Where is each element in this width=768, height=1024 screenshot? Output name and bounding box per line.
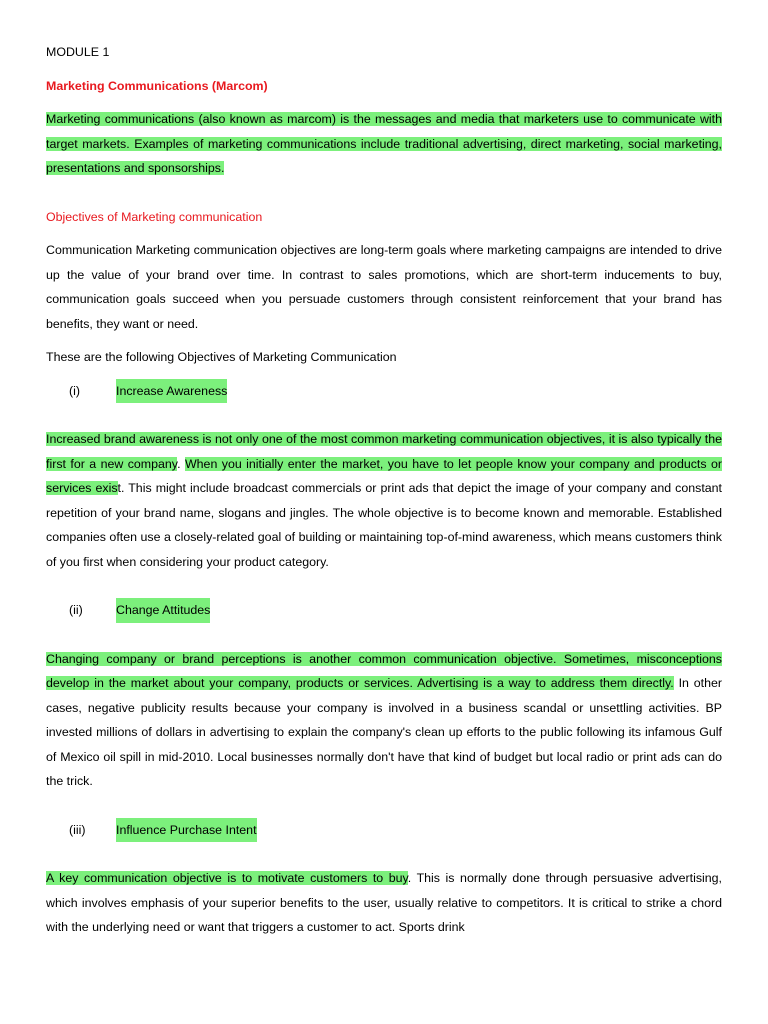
- objective-item-title: Influence Purchase Intent: [116, 818, 257, 843]
- paragraph-highlight: Increased brand awareness is not only one of the most common marketing communication objectives, it is also typically the first for a new company: [46, 432, 722, 471]
- paragraph-highlight: A key communication objective is to motivate customers to buy: [46, 871, 408, 885]
- objective-item-number: (iii): [69, 822, 86, 837]
- paragraph-text: In other cases, negative publicity results because your company is involved in a business scandal or unsettling activities. BP invested millions of dollars in advertising to explain the company's clean up efforts to the public following its infamous Gulf of Mexico oil spill in mid-2010. Local businesses normally don't have that kind of budget but local radio or print ads can do the trick.: [46, 676, 722, 788]
- module-label: MODULE 1: [46, 45, 110, 59]
- objective-item-head: [46, 818, 722, 843]
- paragraph-highlight: When you initially enter the market, you have to let people know your company and products or services exis: [46, 456, 723, 495]
- objective-item-number: (ii): [69, 603, 83, 617]
- objective-item-title: Change Attitudes: [116, 598, 210, 623]
- objective-item-head: [46, 379, 722, 404]
- paragraph-text: .: [177, 456, 185, 471]
- objective-item-paragraph: [46, 427, 722, 574]
- marcom-intro: [46, 107, 722, 181]
- objectives-list-intro: These are the following Objectives of Marketing Communication: [46, 350, 397, 364]
- objective-item-head: [46, 598, 722, 623]
- objective-item-title: Increase Awareness: [116, 379, 227, 404]
- marcom-intro-highlight: Marketing communications (also known as marcom) is the messages and media that marketers use to communicate with target markets. Examples of marketing communications include traditional advertising, direct marketing, social marketing, presentations and sponsorships.: [46, 112, 722, 175]
- objectives-body: Communication Marketing communication objectives are long-term goals where marketing campaigns are intended to drive up the value of your brand over time. In contrast to sales promotions, which are short-term inducements to buy, communication goals succeed when you persuade customers through consistent reinforcement that your brand has benefits, they want or need.: [46, 243, 722, 331]
- paragraph-text: . This is normally done through persuasive advertising, which involves emphasis of your superior benefits to the user, usually relative to competitors. It is critical to strike a chord with the underlying need or want that triggers a customer to act. Sports drink: [46, 871, 722, 934]
- objectives-heading: Objectives of Marketing communication: [46, 209, 263, 224]
- document-page: [46, 40, 722, 940]
- objective-item-paragraph: [46, 647, 722, 794]
- objective-item-paragraph: [46, 866, 722, 940]
- marcom-heading: Marketing Communications (Marcom): [46, 78, 268, 93]
- paragraph-text: t. This might include broadcast commercials or print ads that depict the image of your company and constant repetition of your brand name, slogans and jingles. The whole objective is to become known and memorable. Established companies often use a closely-related goal of building or maintaining top-of-mind awareness, which means customers think of you first when considering your product category.: [46, 481, 722, 569]
- objective-item-number: (i): [69, 383, 81, 398]
- paragraph-highlight: Changing company or brand perceptions is another common communication objective. Sometimes, misconceptions develop in the market about your company, products or services. Advertising is a way to address them directly.: [46, 651, 722, 690]
